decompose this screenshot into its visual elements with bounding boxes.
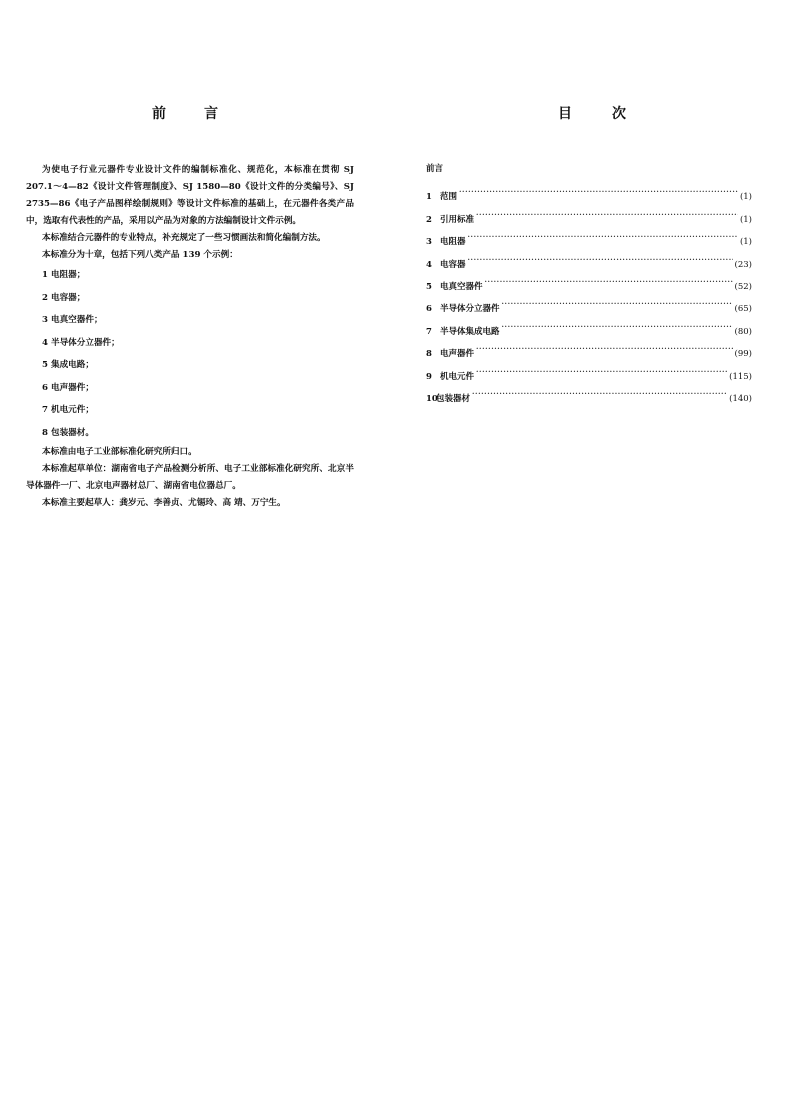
toc-entry-page: (1) bbox=[739, 214, 752, 225]
preface-list-item: 2 电容器； bbox=[42, 292, 86, 303]
toc-leader-dots bbox=[468, 244, 733, 266]
toc-entry-number: 9 bbox=[426, 371, 432, 382]
toc-entry-number: 3 bbox=[426, 237, 432, 248]
toc-entry-label: 电声器件 bbox=[440, 349, 475, 360]
toc-entry[interactable] bbox=[426, 199, 752, 225]
toc-entry-number: 5 bbox=[426, 281, 432, 292]
toc-entry-number: 4 bbox=[426, 259, 432, 270]
toc-leader-dots bbox=[485, 267, 733, 289]
preface-closing: 本标准由电子工业部标准化研究所归口。 bbox=[42, 447, 197, 457]
toc-entry-page: (140) bbox=[729, 393, 752, 404]
toc-entry-page: (65) bbox=[734, 304, 752, 315]
toc-entry[interactable] bbox=[426, 379, 752, 404]
toc-entry-label: 电容器 bbox=[440, 259, 466, 270]
toc-entry-page: (52) bbox=[734, 281, 752, 292]
toc-entry-page: (115) bbox=[729, 371, 752, 382]
toc-leader-dots bbox=[476, 334, 733, 356]
toc-entry-number: 8 bbox=[426, 349, 432, 360]
toc-entry-number: 1 bbox=[426, 192, 432, 203]
toc-leader-dots bbox=[459, 177, 738, 199]
toc-leader-dots bbox=[468, 222, 738, 244]
preface-list-item: 6 电声器件； bbox=[42, 382, 94, 393]
table-of-contents bbox=[426, 162, 752, 404]
toc-entry[interactable] bbox=[426, 267, 752, 292]
toc-entry-number: 7 bbox=[426, 326, 432, 337]
toc-entry[interactable] bbox=[426, 177, 752, 203]
toc-heading[interactable]: 前言 bbox=[426, 164, 444, 174]
toc-leader-dots bbox=[476, 356, 727, 378]
toc-entry-number: 10 bbox=[426, 393, 438, 404]
toc-leader-dots bbox=[476, 199, 738, 221]
toc-entry-label: 半导体集成电路 bbox=[440, 326, 500, 337]
preface-list-item: 1 电阻器； bbox=[42, 270, 86, 280]
preface-paragraph: 本标准结合元器件的专业特点，补充规定了一些习惯画法和简化编制方法。 bbox=[42, 233, 326, 243]
contents-title-char-1: 目 bbox=[558, 106, 572, 122]
toc-leader-dots bbox=[472, 379, 727, 401]
preface-paragraph: 为使电子行业元器件专业设计文件的编制标准化、规范化，本标准在贯彻 SJ 207.1～4—82《设计文件管理制度》、SJ 1580—80《设计文件的分类编号》、SJ 2735—86《电子产品图样绘制规则》等设计文件标准的基础上，在元器件各类产品中，选取有代表性的产品，采用以产品为对象的方法编制设计文件示例。 bbox=[26, 165, 354, 226]
preface-closing: 本标准主要起草人：龚岁元、李善贞、尤锡玲、高 靖、万宁生。 bbox=[42, 498, 286, 508]
toc-entry-page: (1) bbox=[739, 237, 752, 248]
preface-title-char-2: 言 bbox=[204, 106, 218, 122]
toc-entry-page: (99) bbox=[734, 349, 752, 360]
preface-list-item: 7 机电元件； bbox=[42, 405, 94, 415]
toc-entry-number: 2 bbox=[426, 214, 432, 225]
preface-closing: 本标准起草单位：湖南省电子产品检测分析所、电子工业部标准化研究所、北京半导体器件一厂、北京电声器材总厂、湖南省电位器总厂。 bbox=[26, 464, 354, 491]
toc-entry[interactable] bbox=[426, 244, 752, 270]
preface-paragraph: 本标准分为十章，包括下列八类产品 139 个示例： bbox=[42, 250, 238, 260]
toc-leader-dots bbox=[502, 311, 733, 333]
toc-entry-label: 电真空器件 bbox=[440, 281, 483, 292]
preface-list-item: 8 包装器材。 bbox=[42, 427, 94, 438]
contents-title-char-2: 次 bbox=[612, 106, 626, 122]
preface-body bbox=[26, 162, 354, 512]
toc-entry-label: 范围 bbox=[440, 192, 458, 203]
toc-entry-label: 电阻器 bbox=[440, 237, 466, 248]
contents-page bbox=[426, 0, 752, 1120]
toc-entry-label: 半导体分立器件 bbox=[440, 304, 500, 315]
preface-list-item: 3 电真空器件； bbox=[42, 315, 103, 325]
toc-entry-page: (23) bbox=[734, 259, 752, 270]
preface-list-item: 5 集成电路； bbox=[42, 360, 94, 370]
toc-entry-label: 机电元件 bbox=[440, 371, 475, 382]
toc-entry-page: (1) bbox=[739, 192, 752, 203]
toc-entry[interactable] bbox=[426, 222, 752, 248]
preface-title-char-1: 前 bbox=[152, 106, 166, 122]
toc-entry-label: 包装器材 bbox=[436, 393, 471, 404]
toc-entry-page: (80) bbox=[734, 326, 752, 337]
toc-entry-label: 引用标准 bbox=[440, 214, 475, 225]
preface-page bbox=[26, 0, 356, 1120]
preface-list-item: 4 半导体分立器件； bbox=[42, 337, 120, 348]
toc-entry-number: 6 bbox=[426, 304, 432, 315]
toc-leader-dots bbox=[502, 289, 733, 311]
